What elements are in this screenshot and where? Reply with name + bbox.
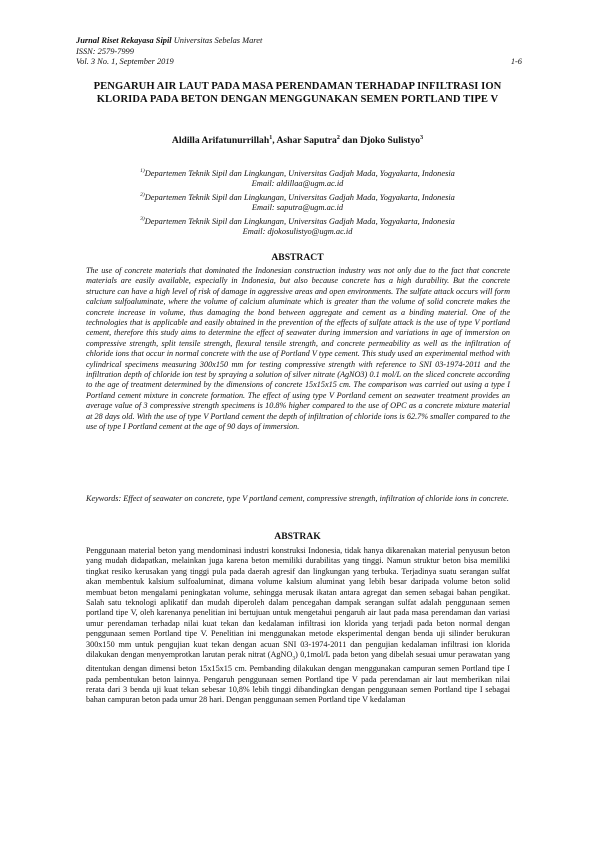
abstrak-heading: ABSTRAK — [274, 531, 321, 542]
journal-volume: Vol. 3 No. 1, September 2019 — [76, 57, 174, 66]
journal-issn: ISSN: 2579-7999 — [76, 46, 134, 56]
affiliation-dept — [70, 214, 525, 227]
author-name: Djoko Sulistyo — [360, 135, 421, 147]
author-separator: , — [272, 135, 277, 147]
journal-name: Jurnal Riset Rekayasa Sipil — [76, 36, 172, 45]
journal-header — [76, 36, 522, 68]
affiliation-email: Email: djokosulistyo@ugm.ac.id — [242, 227, 353, 237]
author-sup: 3 — [420, 135, 424, 141]
affiliation-dept-text: Departemen Teknik Sipil dan Lingkungan, Universitas Gadjah Mada, Yogyakarta, Indonesia — [144, 168, 455, 178]
affiliation-list — [70, 166, 525, 238]
abstrak-body — [86, 546, 510, 706]
affiliation-dept — [70, 166, 525, 179]
abstrak-subscript: 3 — [292, 655, 296, 662]
author-separator: dan — [339, 135, 361, 147]
abstrak-text-part-1: Penggunaan material beton yang mendominasi industri konstruksi Indonesia, tidak hanya dikarenakan material penyusun beton yang mudah didapatkan, melainkan juga karena beton memiliki durabilitas yang tinggi. Namun struktur beton bisa memiliki tingkat resiko kerusakan yang tinggi pula pada daerah agresif dan lingkungan yang terbuka. Terjadinya suatu serangan sulfat akan membentuk kalsium sulfoaluminat, dimana volume kalsium aluminat yang lebih besar daripada volume beton solid membuat beton mengalami peningkatan volume, sehingga merusak ikatan antara agregat dan semen sebagai bahan pengikat. Salah satu teknologi aplikatif dan mudah diperoleh dalam pencegahan dampak serangan sulfat adalah penggunaan semen portland tipe V, oleh karenanya penelitian ini bertujuan untuk mengetahui pengaruh air laut pada masa perendaman dan variasi umur perendaman terhadap nilai kuat tekan dan kedalaman infiltrasi ion klorida yang terjadi pada beton normal dengan penggunaan semen Portland tipe V. Penelitian ini menggunakan metode eksperimental dengan benda uji silinder berukuran 300x150 mm untuk pengujian kuat tekan dengan acuan SNI 03-1974-2011 dan pengujian kedalaman infiltrasi ion klorida dilakukan dengan menyemprotkan larutan perak nitrat (AgNO — [86, 546, 510, 660]
paper-title-line-1: PENGARUH AIR LAUT PADA MASA PERENDAMAN TERHADAP INFILTRASI ION — [93, 81, 502, 92]
author-sup: 2 — [336, 135, 340, 141]
paper-title-line-2: KLORIDA PADA BETON DENGAN MENGGUNAKAN SEMEN PORTLAND TIPE V — [96, 94, 499, 105]
affiliation-sup: 3) — [140, 215, 145, 222]
author-sup: 1 — [269, 135, 273, 141]
author-list — [70, 135, 525, 146]
affiliation-sup: 1) — [140, 168, 145, 174]
author-name: Ashar Saputra — [276, 135, 337, 147]
author-name: Aldilla Arifatunurrillah — [171, 135, 270, 147]
page-range: 1-6 — [510, 57, 522, 66]
journal-university: Universitas Sebelas Maret — [173, 36, 263, 45]
abstract-heading: ABSTRACT — [271, 252, 324, 263]
keywords: Keywords: Effect of seawater on concrete, type V portland cement, compressive strength, infiltration of chloride ions in concrete. — [86, 494, 509, 503]
affiliation-dept-text: Departemen Teknik Sipil dan Lingkungan, Universitas Gadjah Mada, Yogyakarta, Indonesia — [144, 192, 455, 202]
affiliation-sup: 2) — [140, 191, 145, 198]
paper-title — [70, 80, 525, 106]
journal-volume-line — [76, 57, 522, 68]
affiliation-dept — [70, 190, 525, 203]
affiliation-email: Email: aldillaa@ugm.ac.id — [251, 179, 344, 189]
abstract-body: The use of concrete materials that dominated the Indonesian construction industry was not only due to the fact that concrete materials are easily available, especially in Indonesia, but also because concrete has a high durability. But the concrete structure can have a high level of risk of damage in aggressive areas and open environments. The sulfate attack occurs will form calcium sulfoaluminate, where the volume of calcium aluminate which is greater than the volume of solid concrete makes the concrete increase in volume, thus damaging the bond between aggregate and cement as a binding material. One of the technologies that is applicable and easily obtained in the prevention of the effects of sulfate attack is the use of type V portland cement, therefore this study aims to determine the effect of seawater during immersion and variations in age of immersion on compressive strength, split tensile strength, flexural tensile strength, and concrete permeability as well as the infiltration of chloride ions that occur in normal concrete with the use of Portland V type cement. This study used an experimental method with cylindrical specimens measuring 300x150 mm for testing compressive strength with reference to SNI 03-1974-2011 and the infiltration depth of chloride ion test by spraying a solution of silver nitrate (AgNO3) 0.1 mol/L on the sliced concrete according to the age of treatment determined by the dimensions of concrete 15x15x15 cm. The comparison was carried out using a type I Portland cement mixture in concrete formation. The effect of using type V Portland cement on seawater treatment provides an average value of 3 compressive strength specimens is 10.8% higher compared to the use of OPC as a concrete mixture material at 28 days old. With the use of type V Portland cement the depth of infiltration of chloride ions is 62.7% smaller compared to the use of type I Portland cement at the age of 90 days of immersion. — [86, 266, 510, 432]
affiliation-dept-text: Departemen Teknik Sipil dan Lingkungan, Universitas Gadjah Mada, Yogyakarta, Indonesia — [144, 216, 455, 226]
journal-title-line — [76, 36, 522, 47]
abstrak-text-part-2: ) 0,1mol/L pada beton yang dibelah sesuai umur perawatan yang ditentukan dengan dimensi beton 15x15x15 cm. Pembanding dilakukan dengan menggunakan campuran semen Portland tipe I pada pembentukan beton lainnya. Pengaruh penggunaan semen Portland tipe V pada perendaman air laut memberikan nilai rerata dari 3 benda uji kuat tekan sebesar 10,8% lebih tinggi dibandingkan dengan penggunaan semen Portland tipe I sebagai bahan campuran beton pada umur 28 hari. Dengan penggunaan semen Portland tipe V kedalaman — [86, 650, 510, 705]
affiliation-email: Email: saputra@ugm.ac.id — [251, 203, 344, 213]
